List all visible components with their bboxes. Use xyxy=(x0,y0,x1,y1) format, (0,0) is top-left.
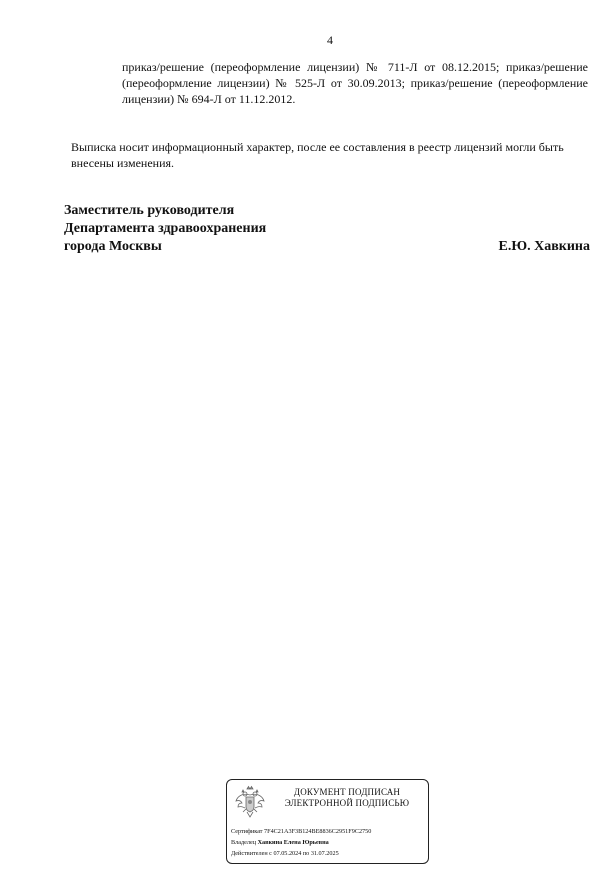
signatory-final-row xyxy=(64,238,590,256)
stamp-title-line-1: ДОКУМЕНТ ПОДПИСАН xyxy=(293,787,401,797)
signatory-position-line-2: Департамента здравоохранения xyxy=(64,221,267,236)
signatory-name: Е.Ю. Хавкина xyxy=(498,239,590,254)
license-orders-continuation: приказ/решение (переоформление лицензии) № 711-Л от 08.12.2015; приказ/решение (переоформление лицензии) № 525-Л от 30.09.2013; приказ/решение (переоформление лицензии) № 694-Л от 11.12.2012. xyxy=(122,60,588,106)
coat-of-arms-icon xyxy=(234,785,266,819)
signatory-position-line-3: города Москвы xyxy=(64,239,162,254)
stamp-title xyxy=(267,787,427,809)
certificate-label: Сертификат xyxy=(231,828,263,835)
electronic-signature-stamp xyxy=(226,779,429,864)
signatory-position-line-1: Заместитель руководителя xyxy=(64,203,235,218)
stamp-details xyxy=(231,826,427,859)
certificate-value: 7F4C21A3F3B124BE8836C2951F9C2750 xyxy=(264,828,372,835)
owner-label: Владелец xyxy=(231,839,257,846)
validity-row: Действителен с 07.05.2024 по 31.07.2025 xyxy=(231,850,339,857)
signatory-block xyxy=(64,202,590,256)
owner-row xyxy=(231,837,427,848)
page-number: 4 xyxy=(327,33,333,47)
stamp-title-line-2: ЭЛЕКТРОННОЙ ПОДПИСЬЮ xyxy=(284,798,410,808)
owner-value: Хавкина Елена Юрьевна xyxy=(257,839,329,846)
informational-notice: Выписка носит информационный характер, после ее составления в реестр лицензий могли быть внесены изменения. xyxy=(71,140,564,170)
certificate-row xyxy=(231,826,427,837)
